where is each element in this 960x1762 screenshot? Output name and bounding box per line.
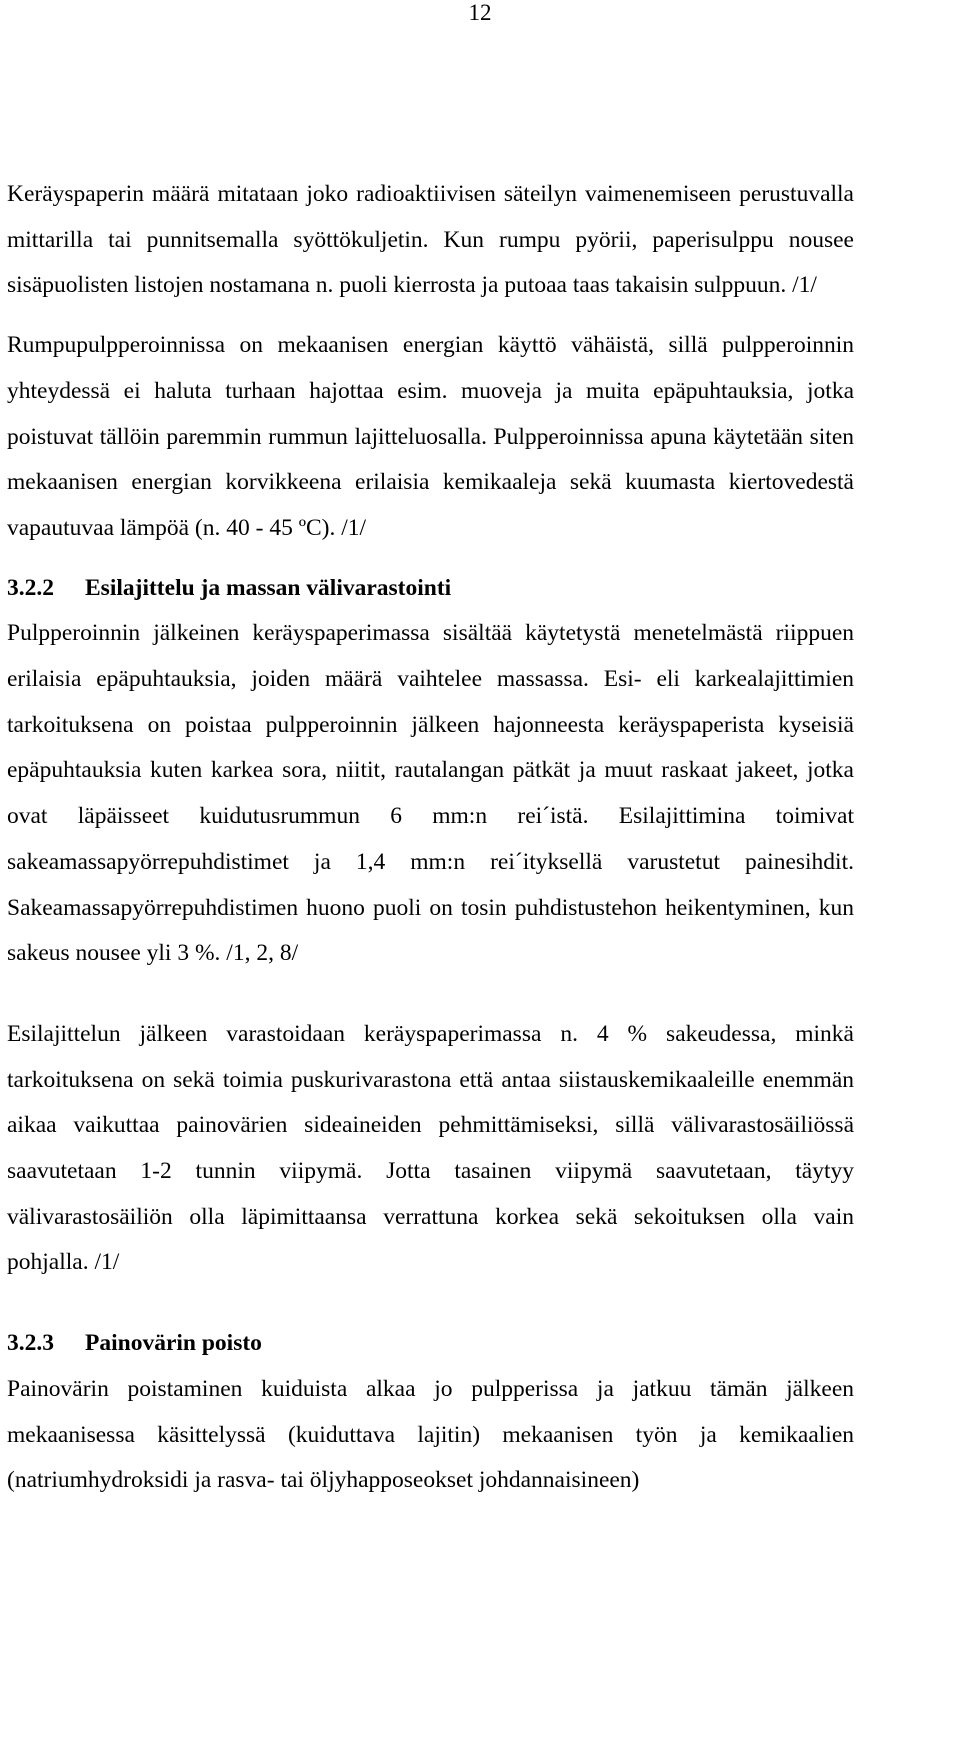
paragraph-spacer	[7, 552, 854, 566]
paragraph-2: Rumpupulpperoinnissa on mekaanisen energian käyttö vähäistä, sillä pulpperoinnin yhteydessä ei haluta turhaan hajottaa esim. muoveja ja muita epäpuhtauksia, jotka poistuvat tällöin paremmin rummun lajitteluosalla. Pulpperoinnissa apuna käytetään siten mekaanisen energian korvikkeena erilaisia kemikaaleja sekä kuumasta kiertovedestä vapautuvaa lämpöä (n. 40 - 45 ºC). /1/	[7, 332, 854, 541]
section-heading-3-2-3	[7, 1321, 854, 1367]
section-title: Painovärin poisto	[85, 1330, 262, 1357]
page-number: 12	[468, 0, 492, 25]
section-number: 3.2.2	[7, 574, 54, 601]
paragraph-5: Painovärin poistaminen kuiduista alkaa jo pulpperissa ja jatkuu tämän jälkeen mekaanisessa käsittelyssä (kuiduttava lajitin) mekaanisen työn ja kemikaalien (natriumhydroksidi ja rasva- tai öljyhapposeokset johdannaisineen)	[7, 1375, 854, 1494]
paragraph-spacer	[7, 309, 854, 323]
paragraph-spacer	[7, 1286, 854, 1321]
paragraph-3: Pulpperoinnin jälkeinen keräyspaperimassa sisältää käytetystä menetelmästä riippuen erilaisia epäpuhtauksia, joiden määrä vaihtelee massassa. Esi- eli karkealajittimien tarkoituksena on poistaa pulpperoinnin jälkeen hajonneesta keräyspaperista kyseisiä epäpuhtauksia kuten karkea sora, niitit, rautalangan pätkät ja muut raskaat jakeet, jotka ovat läpäisseet kuidutusrummun 6 mm:n rei´istä. Esilajittimina toimivat sakeamassapyörrepuhdistimet ja 1,4 mm:n rei´ityksellä varustetut painesihdit. Sakeamassapyörrepuhdistimen huono puoli on tosin puhdistustehon heikentyminen, kun sakeus nousee yli 3 %. /1, 2, 8/	[7, 620, 854, 967]
section-title: Esilajittelu ja massan välivarastointi	[85, 574, 452, 601]
paragraph-1: Keräyspaperin määrä mitataan joko radioaktiivisen säteilyn vaimenemiseen perustuvalla mittarilla tai punnitsemalla syöttökuljetin. Kun rumpu pyörii, paperisulppu nousee sisäpuolisten listojen nostamana n. puoli kierrosta ja putoaa taas takaisin sulppuun. /1/	[7, 181, 854, 299]
paragraph-4: Esilajittelun jälkeen varastoidaan keräyspaperimassa n. 4 % sakeudessa, minkä tarkoituksena on sekä toimia puskurivarastona että antaa siistauskemikaaleille enemmän aikaa vaikuttaa painovärien sideaineiden pehmittämiseksi, sillä välivarastosäiliössä saavutetaan 1-2 tunnin viipymä. Jotta tasainen viipymä saavutetaan, täytyy välivarastosäiliön olla läpimittaansa verrattuna korkea sekä sekoituksen olla vain pohjalla. /1/	[7, 1020, 854, 1276]
section-heading-3-2-2	[7, 566, 854, 612]
section-number: 3.2.3	[7, 1330, 54, 1357]
document-body	[7, 172, 854, 1504]
paragraph-spacer	[7, 977, 854, 1012]
